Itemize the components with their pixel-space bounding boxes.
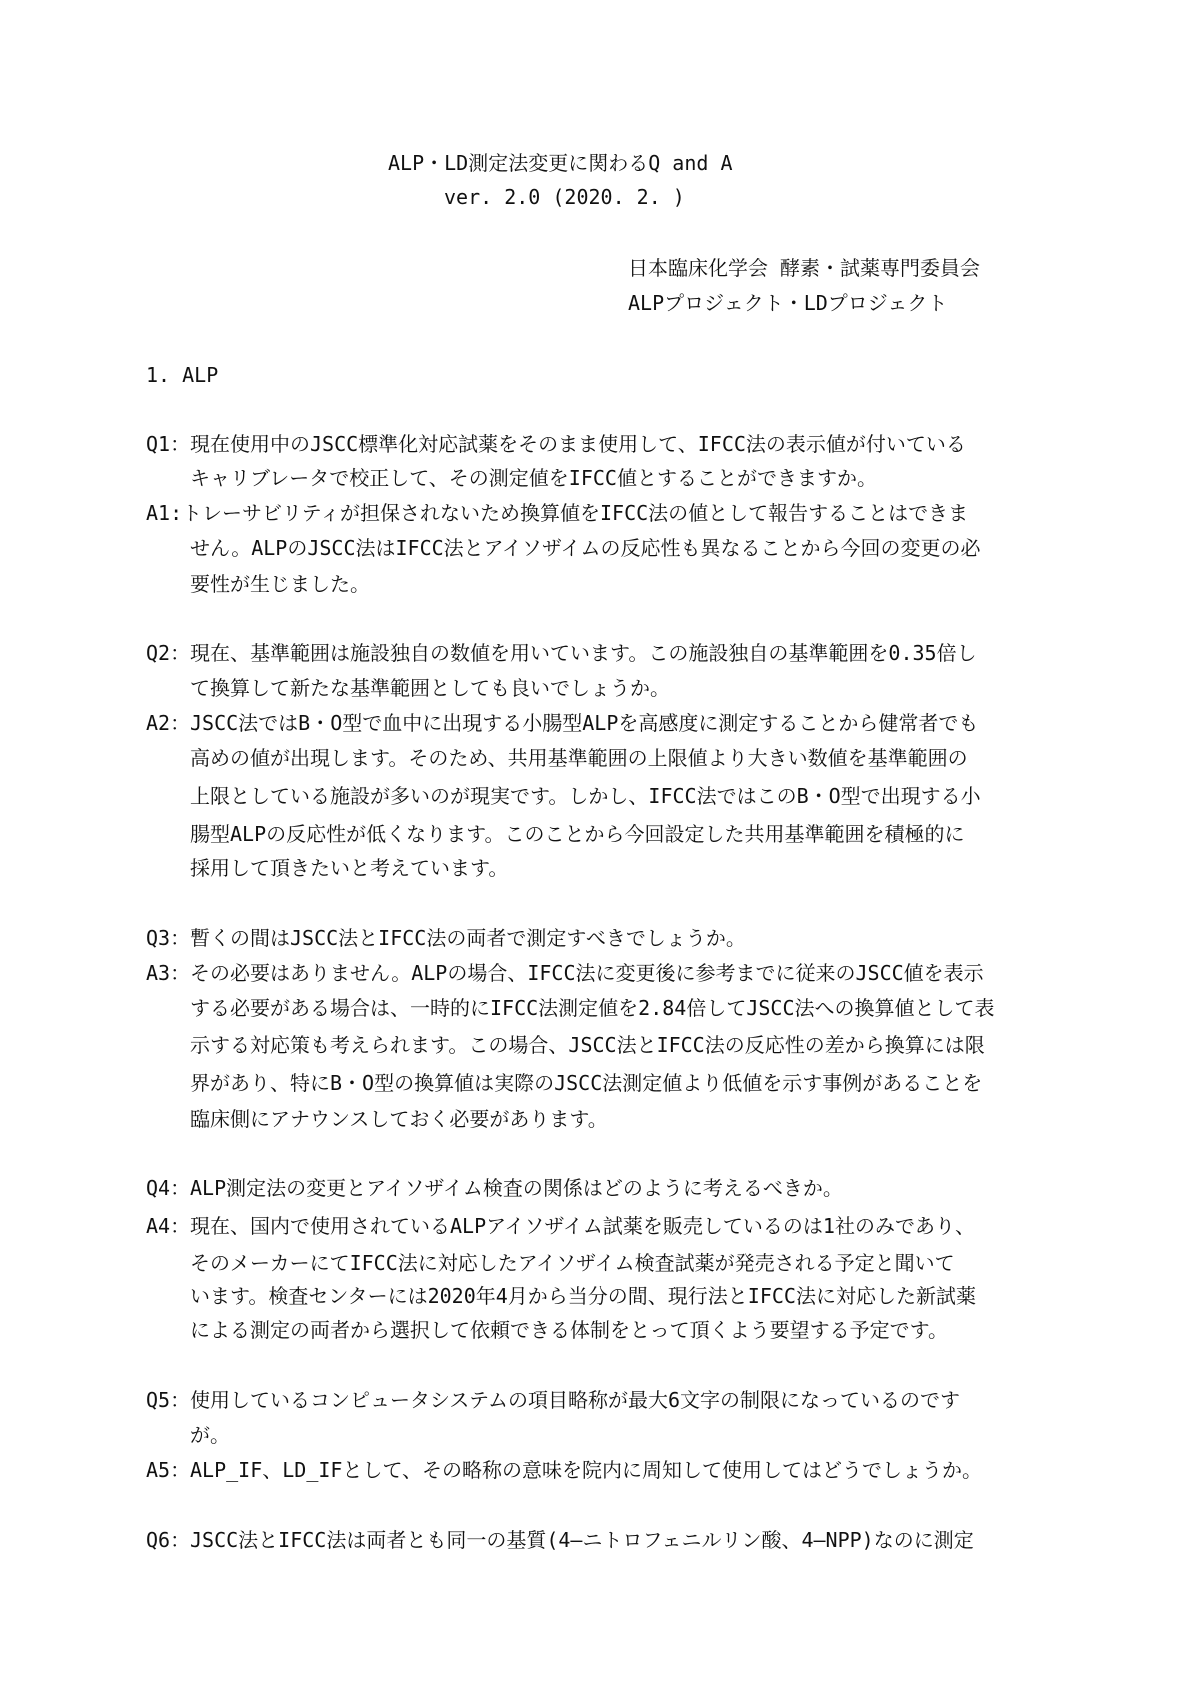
answer-text: 臨床側にアナウンスしておく必要があります。 (190, 1107, 608, 1131)
question-label: Q6： (146, 1528, 191, 1552)
question-text: 使用しているコンピュータシステムの項目略称が最大6文字の制限になっているのです (190, 1388, 961, 1412)
question-text: 現在、基準範囲は施設独自の数値を用いています。この施設独自の基準範囲を0.35倍し (190, 641, 977, 665)
question-text: て換算して新たな基準範囲としても良いでしょうか。 (190, 676, 670, 700)
answer-label: A1: (146, 501, 183, 525)
answer-text: 採用して頂きたいと考えています。 (190, 856, 509, 880)
answer-label: A5： (146, 1458, 191, 1482)
question-label: Q4： (146, 1176, 191, 1200)
project-name: ALPプロジェクト・LDプロジェクト (628, 291, 948, 315)
answer-text: JSCC法ではB・O型で血中に出現する小腸型ALPを高感度に測定することから健常者でも (190, 711, 979, 735)
answer-text: その必要はありません。ALPの場合、IFCC法に変更後に参考までに従来のJSCC値を表示 (190, 961, 984, 985)
question-text: JSCC法とIFCC法は両者とも同一の基質(4—ニトロフェニルリン酸、4—NPP)なのに測定 (190, 1528, 974, 1552)
question-text: 現在使用中のJSCC標準化対応試薬をそのまま使用して、IFCC法の表示値が付いている (190, 432, 966, 456)
question-text: ALP測定法の変更とアイソザイム検査の関係はどのように考えるべきか。 (190, 1176, 843, 1200)
answer-text: います。検査センターには2020年4月から当分の間、現行法とIFCC法に対応した新試薬 (190, 1284, 976, 1308)
answer-text: トレーサビリティが担保されないため換算値をIFCC法の値として報告することはできま (182, 501, 969, 525)
answer-text: 腸型ALPの反応性が低くなります。このことから今回設定した共用基準範囲を積極的に (190, 822, 965, 846)
answer-text: 要性が生じました。 (190, 572, 370, 596)
question-label: Q1： (146, 432, 191, 456)
section-heading: 1. ALP (146, 363, 219, 387)
document-version: ver. 2.0 (2020. 2. ) (444, 185, 685, 209)
answer-text: 示する対応策も考えられます。この場合、JSCC法とIFCC法の反応性の差から換算には限 (190, 1033, 985, 1057)
answer-label: A2： (146, 711, 191, 735)
question-text: 暫くの間はJSCC法とIFCC法の両者で測定すべきでしょうか。 (190, 926, 746, 950)
answer-text: による測定の両者から選択して依頼できる体制をとって頂くよう要望する予定です。 (190, 1318, 948, 1342)
answer-label: A4： (146, 1214, 191, 1238)
question-text: キャリブレータで校正して、その測定値をIFCC値とすることができますか。 (190, 466, 877, 490)
answer-text: 現在、国内で使用されているALPアイソザイム試薬を販売しているのは1社のみであり、 (190, 1214, 975, 1238)
question-label: Q5： (146, 1388, 191, 1412)
question-label: Q2： (146, 641, 191, 665)
answer-label: A3： (146, 961, 191, 985)
answer-text: 高めの値が出現します。そのため、共用基準範囲の上限値より大きい数値を基準範囲の (190, 746, 968, 770)
document-title: ALP・LD測定法変更に関わるQ and A (388, 151, 733, 175)
answer-text: せん。ALPのJSCC法はIFCC法とアイソザイムの反応性も異なることから今回の変更の必 (190, 536, 981, 560)
answer-text: ALP_IF、LD_IFとして、その略称の意味を院内に周知して使用してはどうでしょうか。 (190, 1458, 983, 1482)
answer-text: する必要がある場合は、一時的にIFCC法測定値を2.84倍してJSCC法への換算値として表 (190, 996, 995, 1020)
answer-text: 上限としている施設が多いのが現実です。しかし、IFCC法ではこのB・O型で出現する小 (190, 784, 981, 808)
answer-text: 界があり、特にB・O型の換算値は実際のJSCC法測定値より低値を示す事例があることを (190, 1071, 983, 1095)
question-label: Q3： (146, 926, 191, 950)
question-text: が。 (190, 1423, 230, 1447)
organization-name: 日本臨床化学会 酵素・試薬専門委員会 (628, 256, 981, 280)
answer-text: そのメーカーにてIFCC法に対応したアイソザイム検査試薬が発売される予定と聞いて (190, 1251, 955, 1275)
